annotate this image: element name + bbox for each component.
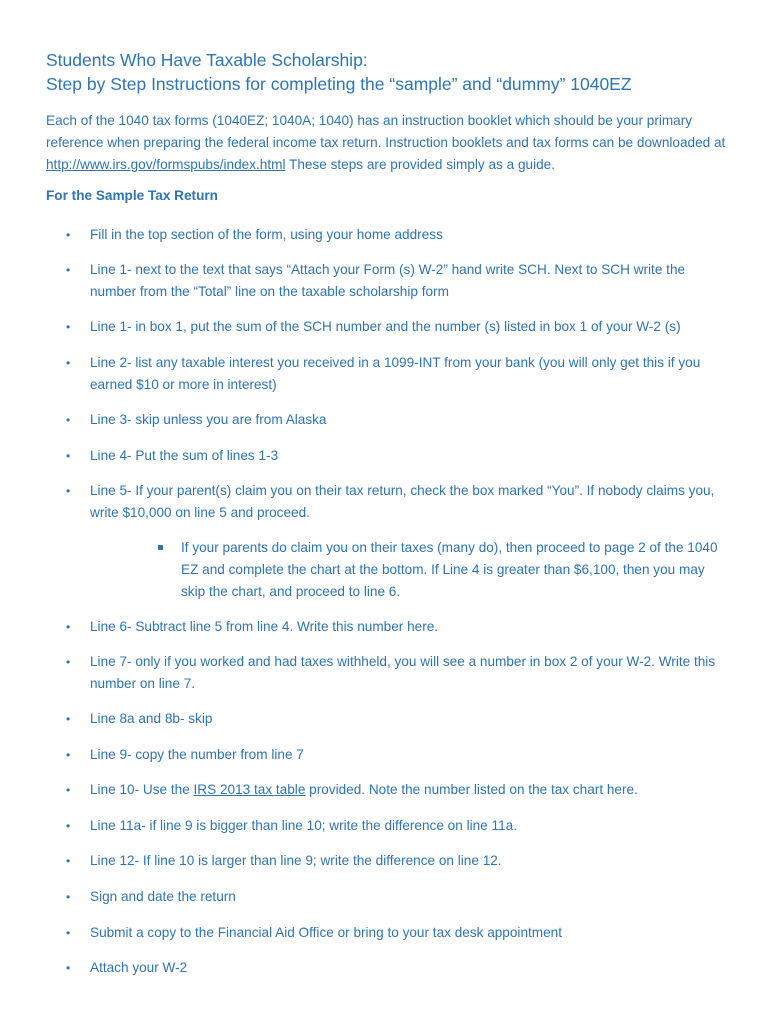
list-item xyxy=(66,409,730,431)
list-item-text: Line 3- skip unless you are from Alaska xyxy=(90,412,327,427)
list-item xyxy=(66,957,730,979)
bullet-icon: • xyxy=(66,961,71,975)
list-item xyxy=(66,886,730,908)
sub-list-item xyxy=(181,537,729,603)
title-line-2: Step by Step Instructions for completing the “sample” and “dummy” 1040EZ xyxy=(46,74,632,94)
list-item-text: Line 11a- if line 9 is bigger than line 10; write the difference on line 11a. xyxy=(90,818,517,833)
list-item-text: Line 1- in box 1, put the sum of the SCH number and the number (s) listed in box 1 of your W-2 (s) xyxy=(90,319,681,334)
list-item xyxy=(66,352,730,396)
bullet-icon: • xyxy=(66,712,71,726)
bullet-icon: • xyxy=(66,228,71,242)
square-bullet-icon xyxy=(158,545,163,550)
list-item-text: Line 8a and 8b- skip xyxy=(90,711,213,726)
bullet-icon: • xyxy=(66,484,71,498)
intro-text-end: These steps are provided simply as a guide. xyxy=(285,157,556,172)
list-item xyxy=(66,651,730,695)
list-item xyxy=(66,850,730,872)
bullet-icon: • xyxy=(66,890,71,904)
list-item xyxy=(66,480,730,524)
list-item-text: Line 2- list any taxable interest you received in a 1099-INT from your bank (you will only get this if you earned $10 or more in interest) xyxy=(90,355,701,392)
list-item xyxy=(66,922,730,944)
bullet-icon: • xyxy=(66,356,71,370)
document-title xyxy=(46,48,632,96)
list-item xyxy=(66,259,730,303)
list-item-text: Line 7- only if you worked and had taxes withheld, you will see a number in box 2 of your W-2. Write this number on line 7. xyxy=(90,654,716,691)
bullet-icon: • xyxy=(66,655,71,669)
title-line-1: Students Who Have Taxable Scholarship: xyxy=(46,50,368,70)
bullet-icon: • xyxy=(66,449,71,463)
list-item-text: Line 6- Subtract line 5 from line 4. Write this number here. xyxy=(90,619,439,634)
list-item-text: Line 1- next to the text that says “Attach your Form (s) W-2” hand write SCH. Next to SCH write the number from the “Total” line on the taxable scholarship form xyxy=(90,262,686,299)
intro-paragraph xyxy=(46,110,726,176)
list-item xyxy=(66,708,730,730)
list-item xyxy=(66,316,730,338)
bullet-icon: • xyxy=(66,783,71,797)
list-item xyxy=(66,224,730,246)
bullet-icon: • xyxy=(66,748,71,762)
list-item xyxy=(66,445,730,467)
list-item-text: Line 10- Use the xyxy=(90,782,194,797)
bullet-icon: • xyxy=(66,263,71,277)
list-item-text: Attach your W-2 xyxy=(90,960,188,975)
list-item-text: Line 9- copy the number from line 7 xyxy=(90,747,304,762)
list-item-text: Line 12- If line 10 is larger than line 9; write the difference on line 12. xyxy=(90,853,502,868)
list-item-text: Sign and date the return xyxy=(90,889,236,904)
list-item-text: Fill in the top section of the form, using your home address xyxy=(90,227,443,242)
list-item xyxy=(66,744,730,766)
bullet-icon: • xyxy=(66,854,71,868)
list-item xyxy=(66,779,730,801)
sub-list-item-text: If your parents do claim you on their taxes (many do), then proceed to page 2 of the 1040 EZ and complete the chart at the bottom. If Line 4 is greater than $6,100, then you may skip the chart, and proceed to line 6. xyxy=(181,540,718,599)
intro-text: Each of the 1040 tax forms (1040EZ; 1040A; 1040) has an instruction booklet which should be your primary reference when preparing the federal income tax return. Instruction booklets and tax forms can be downloaded at xyxy=(46,113,726,150)
list-item-text-end: provided. Note the number listed on the tax chart here. xyxy=(305,782,638,797)
bullet-icon: • xyxy=(66,413,71,427)
bullet-icon: • xyxy=(66,620,71,634)
bullet-icon: • xyxy=(66,819,71,833)
bullet-icon: • xyxy=(66,926,71,940)
irs-forms-link[interactable]: http://www.irs.gov/formspubs/index.html xyxy=(46,157,286,172)
list-item-text: Line 5- If your parent(s) claim you on their tax return, check the box marked “You”. If nobody claims you, write $10,000 on line 5 and proceed. xyxy=(90,483,715,520)
list-item xyxy=(66,616,730,638)
list-item-text: Submit a copy to the Financial Aid Office or bring to your tax desk appointment xyxy=(90,925,563,940)
list-item-text: Line 4- Put the sum of lines 1-3 xyxy=(90,448,279,463)
bullet-icon: • xyxy=(66,320,71,334)
irs-tax-table-link[interactable]: IRS 2013 tax table xyxy=(193,782,306,797)
section-heading: For the Sample Tax Return xyxy=(46,188,218,203)
list-item xyxy=(66,815,730,837)
